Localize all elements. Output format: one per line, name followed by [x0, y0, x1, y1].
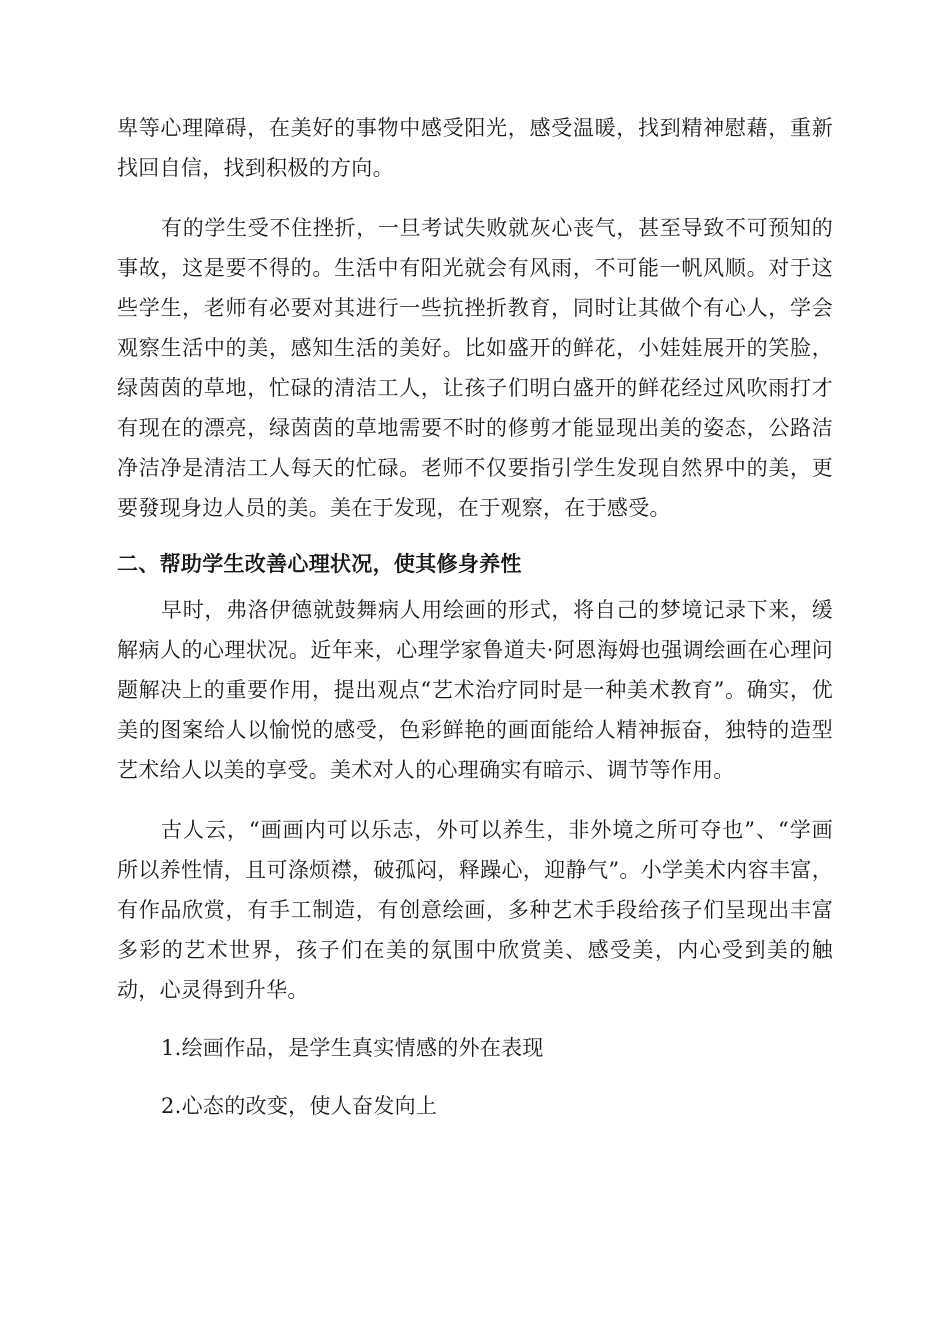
document-page [117, 108, 833, 1126]
paragraph-frustration-education: 有的学生受不住挫折，一旦考试失败就灰心丧气，甚至导致不可预知的事故，这是要不得的。生活中有阳光就会有风雨，不可能一帆风顺。对于这些学生，老师有必要对其进行一些抗挫折教育，同时让其做个有心人，学会观察生活中的美，感知生活的美好。比如盛开的鲜花，小娃娃展开的笑脸，绿茵茵的草地，忙碌的清洁工人，让孩子们明白盛开的鲜花经过风吹雨打才有现在的漂亮，绿茵茵的草地需要不时的修剪才能显现出美的姿态，公路洁净洁净是清洁工人每天的忙碌。老师不仅要指引学生发现自然界中的美，更要發现身边人员的美。美在于发现，在于观察，在于感受。 [117, 216, 833, 520]
list-item-1: 1.绘画作品，是学生真实情感的外在表现 [161, 1036, 544, 1060]
paragraph-ancient-saying: 古人云，“画画内可以乐志，外可以养生，非外境之所可夺也”、“学画所以养性情，且可涤烦襟，破孤闷，释躁心，迎静气”。小学美术内容丰富，有作品欣赏，有手工制造，有创意绘画，多种艺术手段给孩子们呈现出丰富多彩的艺术世界，孩子们在美的氛围中欣赏美、感受美，内心受到美的触动，心灵得到升华。 [117, 818, 833, 1002]
list-item-2: 2.心态的改变，使人奋发向上 [161, 1094, 438, 1118]
paragraph-continuation: 卑等心理障碍，在美好的事物中感受阳光，感受温暖，找到精神慰藉，重新找回自信，找到积极的方向。 [117, 116, 833, 180]
paragraph-freud-art-therapy: 早时，弗洛伊德就鼓舞病人用绘画的形式，将自己的梦境记录下来，缓解病人的心理状况。近年来，心理学家鲁道夫·阿恩海姆也强调绘画在心理问题解决上的重要作用，提出观点“艺术治疗同时是一种美术教育”。确实，优美的图案给人以愉悦的感受，色彩鲜艳的画面能给人精神振奋，独特的造型艺术给人以美的享受。美术对人的心理确实有暗示、调节等作用。 [117, 598, 833, 782]
section-heading-2: 二、帮助学生改善心理状况，使其修身养性 [117, 552, 522, 576]
